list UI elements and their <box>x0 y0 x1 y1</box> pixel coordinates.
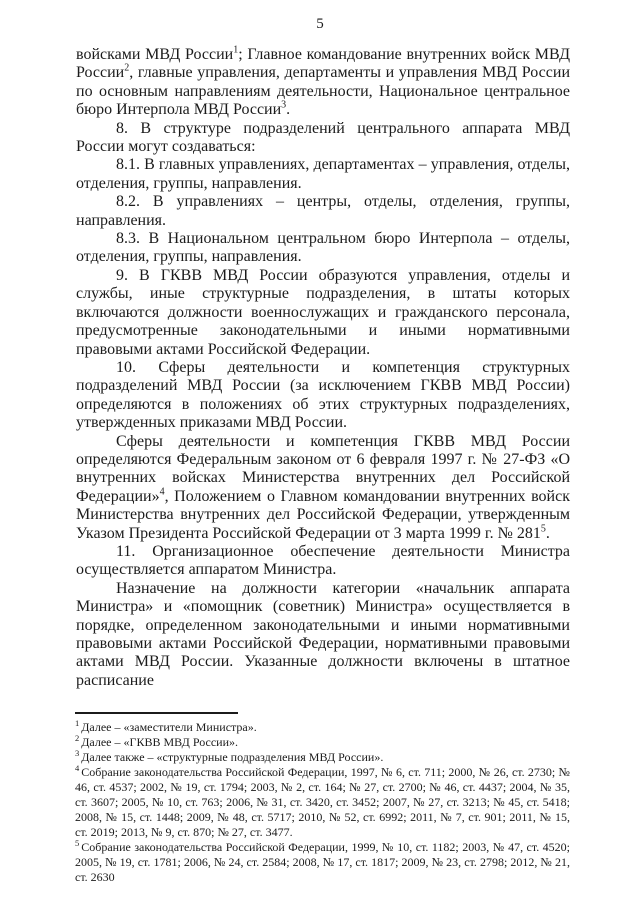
body-paragraph: войсками МВД России$^1$; Главное командование внутренних войск МВД России$^2$, главные управления, департаменты и управления МВД России по основным направлениям деятельности, Национальное центральное бюро Интерпола МВД России$^3$. <box>76 44 570 119</box>
footnote-ref: 2 <box>124 63 130 75</box>
footnote: $^2$ Далее – «ГКВВ МВД России». <box>75 733 239 749</box>
footnote-marker: 2 <box>75 733 80 743</box>
footnote-ref: 4 <box>159 486 165 498</box>
footnote-ref: 1 <box>233 44 239 56</box>
body-paragraph: 11. Организационное обеспечение деятельности Министра осуществляется аппаратом Министра. <box>76 542 570 579</box>
footnote-marker: 4 <box>75 763 80 773</box>
footnote-area <box>75 712 570 885</box>
page-number: 5 <box>316 16 324 32</box>
footnote: $^1$ Далее – «заместители Министра». <box>75 718 257 734</box>
body-paragraph: 8.2. В управлениях – центры, отделы, отделения, группы, направления. <box>76 193 570 229</box>
footnote-marker: 1 <box>75 718 80 728</box>
body-paragraph: 8. В структуре подразделений центрального аппарата МВД России могут создаваться: <box>76 119 570 156</box>
body-paragraph: 10. Сферы деятельности и компетенция структурных подразделений МВД России (за исключением ГКВВ МВД России) определяются в положениях об этих структурных подразделениях, утвержденных приказами МВД России. <box>76 358 570 432</box>
footnote-marker: 5 <box>75 838 80 848</box>
body-paragraph: 8.1. В главных управлениях, департаментах – управления, отделы, отделения, группы, направления. <box>76 156 570 192</box>
footnote: $^5$ Собрание законодательства Российской Федерации, 1999, № 10, ст. 1182; 2003, № 47, ст. 4520; 2005, № 19, ст. 1781; 2006, № 24, ст. 2584; 2008, № 17, ст. 1817; 2009, № 23, ст. 2798; 2012, № 21, ст. 2630 <box>75 838 570 884</box>
footnote-separator <box>75 712 238 714</box>
footnote-ref: 3 <box>281 99 287 111</box>
footnote-ref: 5 <box>540 523 546 535</box>
body-paragraph: Назначение на должности категории «начальник аппарата Министра» и «помощник (советник) Министра» осуществляется в порядке, определенном законодательными и иными нормативными правовыми актами Российской Федерации, нормативными правовыми актами МВД России. Указанные должности включены в штатное расписание <box>76 579 570 689</box>
footnote: $^4$ Собрание законодательства Российской Федерации, 1997, № 6, ст. 711; 2000, № 26, ст. 2730; № 46, ст. 4537; 2002, № 19, ст. 1794; 2003, № 2, ст. 164; № 27, ст. 2700; № 46, ст. 4437; 2004, № 35, ст. 3607; 2005, № 10, ст. 763; 2006, № 31, ст. 3420, ст. 3452; 2007, № 27, ст. 3213; № 45, ст. 5418; 2008, № 15, ст. 1448; 2009, № 48, ст. 5717; 2010, № 52, ст. 6992; 2011, № 7, ст. 901; 2011, № 15, ст. 2019; 2013, № 9, ст. 870; № 27, ст. 3477. <box>75 763 570 839</box>
footnotes-list <box>75 720 570 885</box>
body-paragraph: 9. В ГКВВ МВД России образуются управления, отделы и службы, иные структурные подразделения, в штаты которых включаются должности военнослужащих и гражданского персонала, предусмотренные законодательными и иными нормативными правовыми актами Российской Федерации. <box>76 266 570 358</box>
body-paragraph: 8.3. В Национальном центральном бюро Интерпола – отделы, отделения, группы, направления. <box>76 230 570 266</box>
footnote-marker: 3 <box>75 748 80 758</box>
body-paragraphs <box>76 46 570 690</box>
body-paragraph: Сферы деятельности и компетенция ГКВВ МВД России определяются Федеральным законом от 6 февраля 1997 г. № 27-ФЗ «О внутренних войсках Министерства внутренних дел Российской Федерации»$^4$, Положением о Главном командовании внутренних войск Министерства внутренних дел Российской Федерации, утвержденным Указом Президента Российской Федерации от 3 марта 1999 г. № $281^5$. <box>76 432 570 542</box>
footnote: $^3$ Далее также – «структурные подразделения МВД России». <box>75 748 384 764</box>
